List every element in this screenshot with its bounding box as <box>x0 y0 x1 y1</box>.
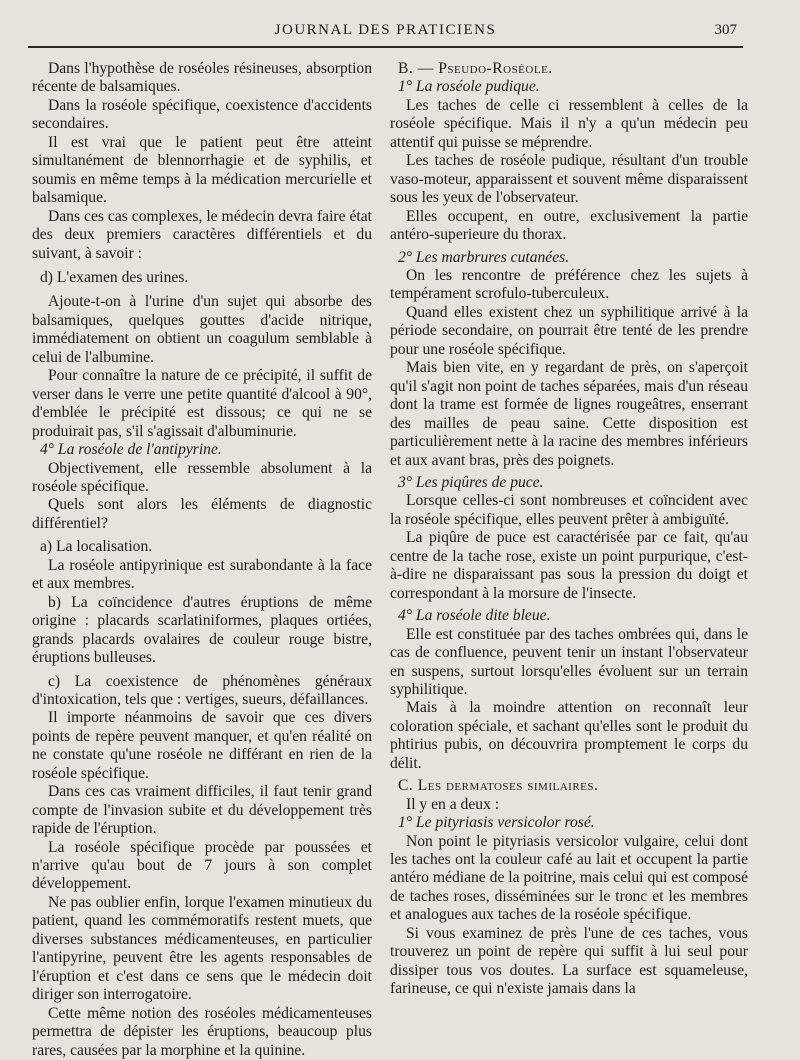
paragraph: Objectivement, elle ressemble absolument à la roséole spécifique. <box>32 459 372 495</box>
paragraph: Lorsque celles-ci sont nombreuses et coïncident avec la roséole spécifique, elles peuvent prêter à ambiguïté. <box>390 492 748 528</box>
paragraph: Ajoute-t-on à l'urine d'un sujet qui absorbe des balsamiques, quelques gouttes d'acide nitrique, immédiatement on obtient un coagulum semblable à celui de l'albumine. <box>32 293 372 366</box>
paragraph: Les taches de celle ci ressemblent à celles de la roséole spécifique. Mais il n'y a qu'un médecin peu attentif qui puisse se méprendre. <box>390 96 748 151</box>
right-column <box>390 60 748 999</box>
paragraph: Elles occupent, en outre, exclusivement la partie antéro-superieure du thorax. <box>390 207 748 244</box>
paragraph: Il importe néanmoins de savoir que ces divers points de repère peuvent manquer, et qu'en réalité on ne constate qu'une roséole ne différant en rien de la roséole spécifique. <box>32 709 372 782</box>
paragraph: Mais bien vite, en y regardant de près, on s'aperçoit qu'il s'agit non point de taches séparées, mais d'un réseau dont la trame est formée de lignes rougeâtres, enserrant des mailles de peau saine. Cette disposition est particulièrement nette à la racine des membres inférieurs et aux avant bras, près des poignets. <box>390 359 748 469</box>
subheading: 1° La roséole pudique. <box>398 78 540 96</box>
running-header <box>28 20 743 48</box>
paragraph: Dans la roséole spécifique, coexistence d'accidents secondaires. <box>32 96 372 133</box>
section-heading: B. — Pseudo-Roséole. <box>398 60 553 77</box>
paragraph: Non point le pityriasis versicolor vulgaire, celui dont les taches ont la couleur café au lait et occupent la partie antéro médiane de la poitrine, mais celui qui est composé de taches roses, disséminées sur le tronc et les membres et analogues aux taches de la roséole spécifique. <box>390 832 748 924</box>
paragraph: c) La coexistence de phénomènes généraux d'intoxication, tels que : vertiges, sueurs, défaillances. <box>32 672 372 708</box>
paragraph: Elle est constituée par des taches ombrées qui, dans le cas de confluence, peuvent tenir un instant l'observateur en suspens, surtout lorsqu'elles évoluent sur un terrain syphilitique. <box>390 625 748 698</box>
left-column <box>32 60 372 1060</box>
paragraph: On les rencontre de préférence chez les sujets à tempérament scrofulo-tuberculeux. <box>390 266 748 303</box>
subheading: 4° La roséole dite bleue. <box>398 607 551 625</box>
paragraph: b) La coïncidence d'autres éruptions de même origine : placards scarlatiniformes, plaques ortiées, grands placards ovalaires de couleur rouge bistre, éruptions bulleuses. <box>32 593 372 667</box>
paragraph: La roséole antipyrinique est surabondante à la face et aux membres. <box>32 556 372 593</box>
paragraph: Mais à la moindre attention on reconnaît leur coloration spéciale, et sachant qu'elles sont le produit du phtirius pubis, on découvrira promptement le corps du délit. <box>390 699 748 772</box>
paragraph: La roséole spécifique procède par poussées et n'arrive qu'au bout de 7 jours à son complet développement. <box>32 838 372 893</box>
paragraph: Il est vrai que le patient peut être atteint simultanément de blennorrhagie et de syphilis, et soumis en même temps à la médication mercurielle et balsamique. <box>32 133 372 207</box>
paragraph: Si vous examinez de près l'une de ces taches, vous trouverez un point de repère qui suffit à lui seul pour dissiper tous vos doutes. La surface est squameleuse, farineuse, ce qui n'existe jamais dans la <box>390 924 748 998</box>
paragraph: Quels sont alors les éléments de diagnostic différentiel? <box>32 496 372 532</box>
paragraph: Cette même notion des roséoles médicamenteuses permettra de dépister les éruptions, beaucoup plus rares, causées par la morphine et la quinine. <box>32 1004 372 1059</box>
subheading: a) La localisation. <box>40 538 153 556</box>
paragraph: Il y en a deux : <box>406 795 500 813</box>
subheading: 3° Les piqûres de puce. <box>398 473 544 491</box>
subheading: 1° Le pityriasis versicolor rosé. <box>398 814 595 832</box>
subheading: 2° Les marbrures cutanées. <box>398 248 570 266</box>
paragraph: Dans ces cas vraiment difficiles, il faut tenir grand compte de l'invasion subite et du développement très rapide de l'éruption. <box>32 783 372 838</box>
paragraph: Quand elles existent chez un syphilitique arrivé à la période secondaire, on pourrait être tenté de les prendre pour une roséole spécifique. <box>390 303 748 358</box>
paragraph: Ne pas oublier enfin, lorque l'examen minutieux du patient, quand les commémoratifs restent muets, que diverses substances médicamenteuses, en particulier l'antipyrine, peuvent être les agents responsables de l'éruption et c'est dans ce sens que le médecin doit diriger son interrogatoire. <box>32 893 372 1004</box>
journal-title: JOURNAL DES PRATICIENS <box>274 22 497 38</box>
section-heading: 4° La roséole de l'antipyrine. <box>40 441 222 459</box>
paragraph: Dans l'hypothèse de roséoles résineuses, absorption récente de balsamiques. <box>32 60 372 96</box>
page-number: 307 <box>714 22 737 38</box>
paragraph: Dans ces cas complexes, le médecin devra faire état des deux premiers caractères différentiels et du suivant, à savoir : <box>32 207 372 262</box>
subheading: d) L'examen des urines. <box>40 268 189 286</box>
section-heading: C. Les dermatoses similaires. <box>398 777 599 795</box>
paragraph: La piqûre de puce est caractérisée par ce fait, qu'au centre de la tache rose, existe un point purpurique, c'est-à-dire ne disparaissant pas sous la pression du doigt et correspondant à la morsure de l'insecte. <box>390 529 748 602</box>
paragraph: Pour connaître la nature de ce précipité, il suffit de verser dans le verre une petite quantité d'alcool à 90°, d'emblée le précipité est dissous; ce qui ne se produirait pas, s'il s'agissait d'albuminurie. <box>32 367 372 440</box>
paragraph: Les taches de roséole pudique, résultant d'un trouble vaso-moteur, apparaissent et souvent même disparaissent sous les yeux de l'observateur. <box>390 152 748 207</box>
